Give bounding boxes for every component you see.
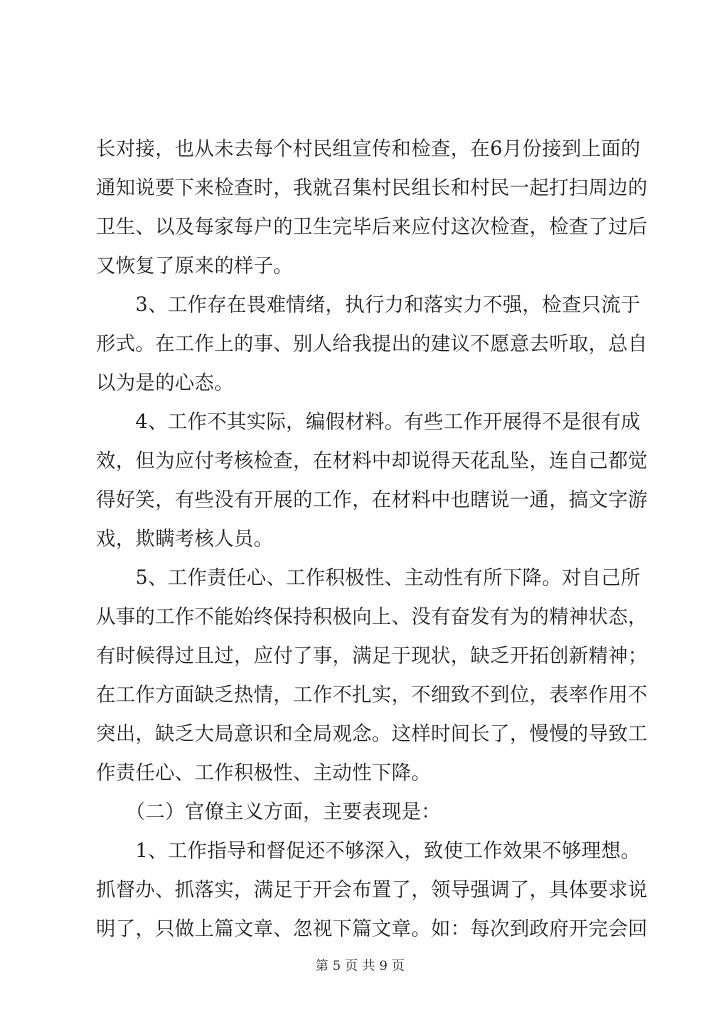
text-line: 卫生、以及每家每户的卫生完毕后来应付这次检查，检查了过后	[96, 215, 648, 238]
text-line: 戏，欺瞒考核人员。	[96, 527, 274, 550]
text-line: 长对接，也从未去每个村民组宣传和检查，在6月份接到上面的	[96, 137, 641, 160]
text-line: 1、工作指导和督促还不够深入，致使工作效果不够理想。	[96, 839, 641, 862]
text-line: 从事的工作不能始终保持积极向上、没有奋发有为的精神状态，	[96, 605, 648, 628]
text-line: 有时候得过且过，应付了事，满足于现状，缺乏开拓创新精神；	[96, 644, 648, 667]
text-line: （二）官僚主义方面，主要表现是：	[96, 800, 441, 823]
text-line: 抓督办、抓落实，满足于开会布置了，领导强调了，具体要求说	[96, 878, 648, 901]
text-line: 明了，只做上篇文章、忽视下篇文章。如：每次到政府开完会回	[96, 917, 648, 940]
text-line: 5、工作责任心、工作积极性、主动性有所下降。对自己所	[96, 566, 641, 589]
text-line: 得好笑，有些没有开展的工作，在材料中也瞎说一通，搞文字游	[96, 488, 648, 511]
text-line: 以为是的心态。	[96, 371, 234, 394]
text-line: 3、工作存在畏难情绪，执行力和落实力不强，检查只流于	[96, 293, 641, 316]
text-line: 又恢复了原来的样子。	[96, 254, 294, 277]
text-line: 4、工作不其实际，编假材料。有些工作开展得不是很有成	[96, 410, 641, 433]
text-line: 突出，缺乏大局意识和全局观念。这样时间长了，慢慢的导致工	[96, 722, 648, 745]
text-line: 效，但为应付考核检查，在材料中却说得天花乱坠，连自己都觉	[96, 449, 648, 472]
text-line: 通知说要下来检查时，我就召集村民组长和村民一起打扫周边的	[96, 176, 648, 199]
text-line: 形式。在工作上的事、别人给我提出的建议不愿意去听取，总自	[96, 332, 648, 355]
text-line: 在工作方面缺乏热情，工作不扎实，不细致不到位，表率作用不	[96, 683, 648, 706]
text-line: 作责任心、工作积极性、主动性下降。	[96, 761, 431, 784]
page-footer: 第 5 页 共 9 页	[315, 959, 405, 974]
